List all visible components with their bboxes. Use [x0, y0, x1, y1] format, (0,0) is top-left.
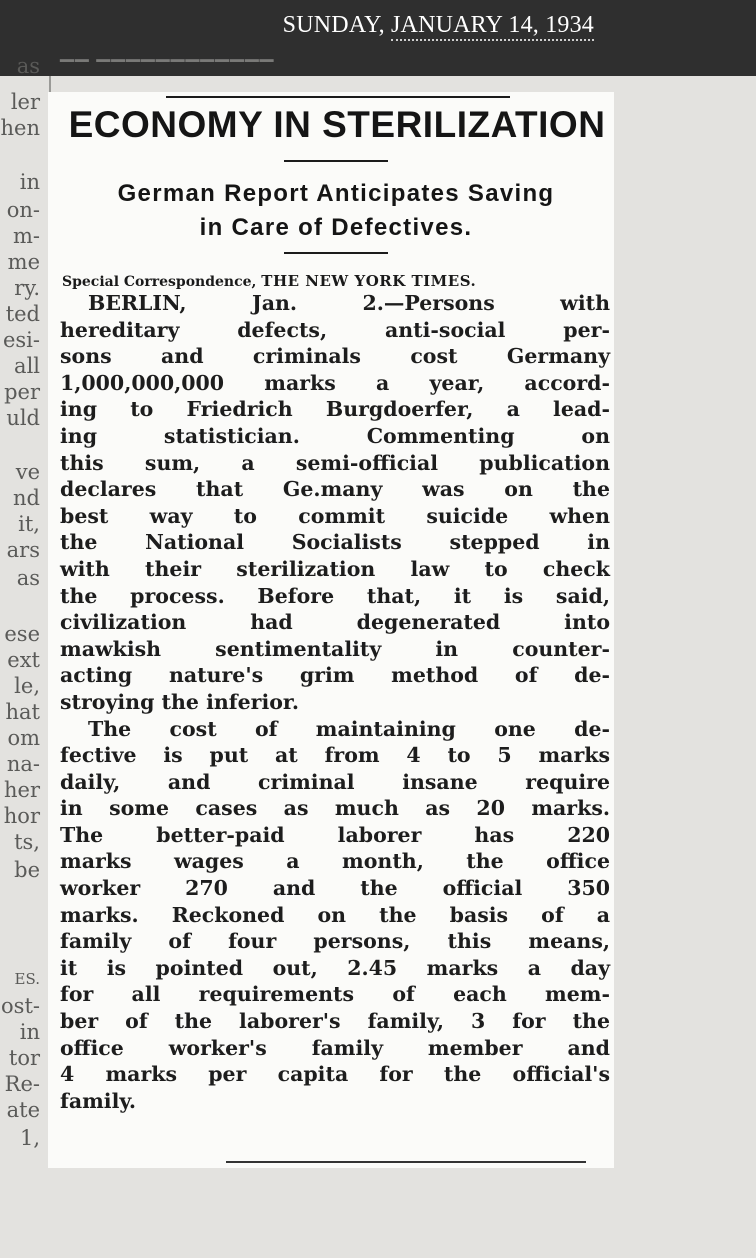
left-fragment: be [14, 858, 40, 882]
left-fragment: 1, [19, 1126, 40, 1150]
left-fragment: her [4, 778, 40, 802]
left-fragment: m- [12, 224, 40, 248]
body-line: The cost of maintaining one de- [88, 716, 610, 741]
left-fragment: ts, [14, 830, 40, 854]
headline-rule [284, 160, 388, 162]
subhead-rule [284, 252, 388, 254]
bottom-rule [226, 1161, 586, 1163]
left-fragment: ve [15, 460, 40, 484]
article-clipping [48, 92, 614, 1168]
left-fragment: ext [7, 648, 40, 672]
left-fragment: hor [3, 804, 40, 828]
body-line: hereditary defects, anti-social per- [60, 317, 610, 342]
left-fragment: ler [10, 90, 40, 114]
body-line: ber of the laborer's family, 3 for the [60, 1009, 610, 1034]
date-day: SUNDAY, [282, 12, 385, 38]
body-line: civilization had degenerated into [60, 610, 610, 635]
top-rule [166, 96, 510, 98]
left-fragment: na- [6, 752, 40, 776]
left-fragment: nd [13, 486, 40, 510]
article-subhead-line-2: in Care of Defectives. [199, 214, 473, 241]
left-fragment: tor [8, 1046, 40, 1070]
article-body [60, 290, 610, 1114]
body-line: stroying the inferior. [60, 689, 299, 714]
left-fragment: all [14, 354, 40, 378]
body-line: office worker's family member and [60, 1035, 610, 1060]
article-credit [62, 272, 612, 290]
left-fragment: ese [4, 622, 40, 646]
left-fragment: per [4, 380, 40, 404]
body-line: daily, and criminal insane require [60, 769, 610, 794]
body-line: 1,000,000,000 marks a year, accord- [60, 370, 610, 395]
body-line: this sum, a semi-official publication [60, 450, 610, 475]
date-link[interactable]: JANUARY 14, 1934 [391, 12, 594, 41]
body-line: acting nature's grim method of de- [60, 663, 610, 688]
left-fragment: in [19, 1020, 40, 1044]
article-subhead-line-1: German Report Anticipates Saving [117, 180, 555, 207]
left-fragment: Re- [4, 1072, 40, 1096]
body-line: sons and criminals cost Germany [60, 344, 610, 369]
left-fragment: ate [6, 1098, 40, 1122]
body-line: worker 270 and the official 350 [60, 876, 610, 901]
credit-source: THE NEW YORK TIMES. [261, 272, 477, 290]
body-line: The better-paid laborer has 220 [60, 822, 610, 847]
body-line: ing to Friedrich Burgdoerfer, a lead- [60, 397, 610, 422]
left-fragment: esi- [2, 328, 40, 352]
body-line: BERLIN, Jan. 2.—Persons with [88, 291, 610, 315]
left-fragment: it, [18, 512, 40, 536]
body-line: for all requirements of each mem- [60, 982, 610, 1007]
left-fragment: om [7, 726, 40, 750]
publication-date[interactable] [283, 12, 594, 39]
body-line: family of four persons, this means, [60, 929, 610, 954]
left-fragment: ES. [14, 970, 40, 988]
body-line: declares that Ge.many was on the [60, 477, 610, 502]
left-fragment: hat [5, 700, 40, 724]
credit-prefix: Special Correspondence, [62, 274, 257, 290]
left-fragment: ry. [14, 276, 40, 300]
left-fragment: ars [6, 538, 40, 562]
left-fragment: ted [5, 302, 40, 326]
left-fragment: me [7, 250, 40, 274]
left-fragment: ost- [1, 994, 40, 1018]
body-line: 4 marks per capita for the official's [60, 1062, 610, 1087]
body-line: the process. Before that, it is said, [60, 583, 610, 608]
left-fragment: as [16, 60, 40, 78]
article-headline: ECONOMY IN STERILIZATION [68, 104, 606, 145]
left-fragment: uld [6, 406, 40, 430]
left-fragment: on- [6, 198, 40, 222]
adjacent-column-left [0, 60, 48, 1170]
body-line: the National Socialists stepped in [60, 530, 610, 555]
body-line: with their sterilization law to check [60, 556, 610, 581]
left-fragment: hen [0, 116, 40, 140]
body-line: fective is put at from 4 to 5 marks [60, 743, 610, 768]
body-line: best way to commit suicide when [60, 503, 610, 528]
left-fragment: as [16, 566, 40, 590]
body-line: marks wages a month, the office [60, 849, 610, 874]
adjacent-article-fragment-top: ▔▔ ▔▔▔▔▔▔▔▔▔▔▔▔ [60, 60, 275, 81]
body-line: ing statistician. Commenting on [60, 423, 610, 448]
body-line: marks. Reckoned on the basis of a [60, 902, 610, 927]
body-line: mawkish sentimentality in counter- [60, 636, 610, 661]
left-fragment: le, [14, 674, 40, 698]
left-fragment: in [19, 170, 40, 194]
body-line: in some cases as much as 20 marks. [60, 796, 610, 821]
body-line: family. [60, 1088, 137, 1113]
body-line: it is pointed out, 2.45 marks a day [60, 955, 610, 980]
